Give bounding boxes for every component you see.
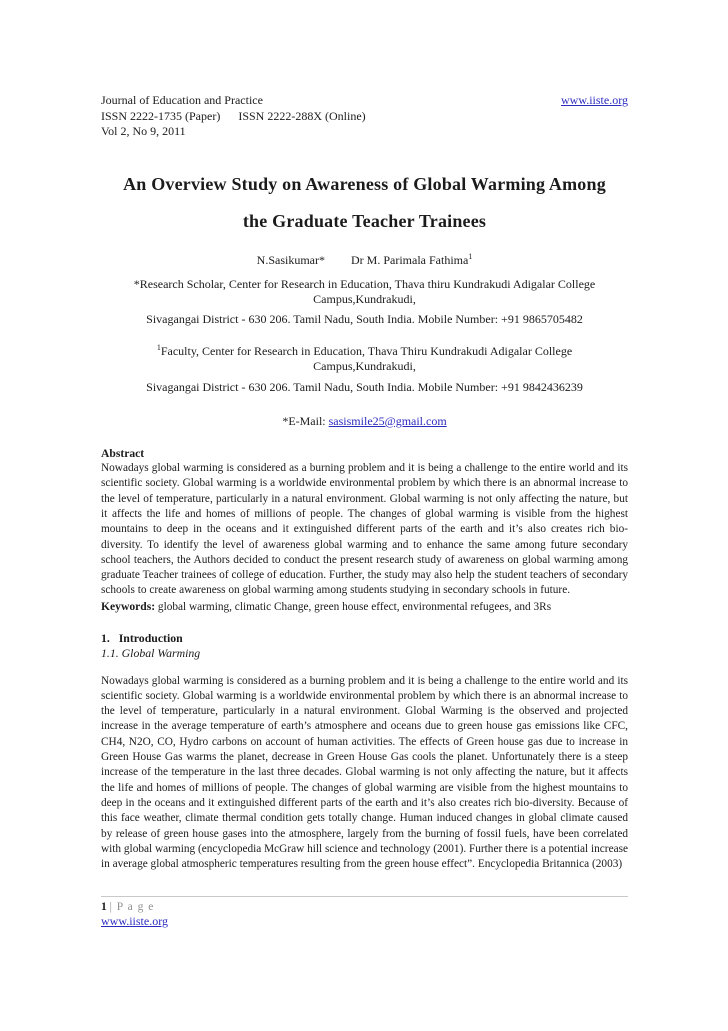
page-label: | P a g e [109,901,155,913]
authors-line [101,253,628,268]
affiliation-1 [101,277,628,328]
page-content [101,0,628,872]
journal-header-left [101,93,366,140]
introduction-paragraph: Nowadays global warming is considered as a burning problem and it is being a challenge to the entire world and its scientific society. Global warming is a worldwide environmental problem by which there is an abnormal increase to the level of temperature, particularly in a natural environment. Global Warming is the observed and projected increase in the average temperature of earth’s atmosphere and oceans due to green house gas emissions like CFC, CH4, N2O, CO, Hydro carbons on account of human activities. The effects of Green house gas due to increase in Green House Gas warms the planet, decrease in Green House Gas cools the planet. Unfortunately there is a steep increase of the temperature in the last three decades. Global warming is not only affecting the nature, but it affects the life and homes of millions of people. The changes of global warming are visible from the highest mountains to deep in the oceans and it extinguished different parts of the earth and it’s also creates rich bio-diversity. Because of this face weather, climate thermal condition gets totally change. Human induced changes in global climate caused by release of green house gases into the atmosphere, largely from the burning of fossil fuels, have been correlated with global warming (encyclopedia McGraw hill science and technology (2001). Further there is a potential increase in average global atmospheric temperatures resulting from the green house effect”. Encyclopedia Britannica (2003) [101,674,629,871]
abstract-heading: Abstract [101,446,145,460]
article-title-line1: An Overview Study on Awareness of Global Warming Among [123,173,606,194]
footer-site-link[interactable]: www.iiste.org [101,914,168,928]
author-2: Dr M. Parimala Fathima [351,252,469,267]
page-footer [101,896,628,929]
affiliation-2-line1: Faculty, Center for Research in Education, Thava Thiru Kundrakudi Adigalar College [160,344,573,359]
email-label: *E-Mail: [282,413,326,428]
affiliation-1-line2: Campus,Kundrakudi, [313,291,416,306]
affiliation-2 [101,344,628,395]
abstract-paragraph: Nowadays global warming is considered as a burning problem and it is being a challenge to the entire world and its scientific society. Global warming is a worldwide environmental problem by which there is an abnormal increase to the level of temperature, particularly in a natural environment. Global warming is not only affecting the nature, but it affects the life and homes of millions of people. The changes of global warming is visible from the highest mountains to deep in the oceans and it extinguished different parts of the earth and it’s also creates rich bio-diversity. To identify the level of awareness global warming and to enhance the same among future secondary school teachers, the Authors decided to conduct the present research study of awareness on global warming among graduate Teacher trainees of college of education. Further, the study may also help the student teachers of secondary schools to create awareness on global warming among students studying in secondary schools in future. [101,462,628,597]
affiliation-2-line1-wrap [101,344,628,359]
issn-line: ISSN 2222-1735 (Paper) ISSN 2222-288X (Online) [101,108,366,123]
journal-name: Journal of Education and Practice [101,93,263,107]
article-title [101,166,628,240]
page-number-line [101,900,628,914]
email-line [101,414,628,429]
email-link[interactable]: sasismile25@gmail.com [328,413,447,428]
affiliation-1-mobile: Sivagangai District - 630 206. Tamil Nadu, South India. Mobile Number: +91 9865705482 [146,311,583,326]
keywords-line [101,599,628,615]
affiliation-2-mobile: Sivagangai District - 630 206. Tamil Nadu, South India. Mobile Number: +91 9842436239 [146,379,583,394]
header-site-link[interactable]: www.iiste.org [561,93,628,107]
journal-header-right [561,93,628,109]
footer-site-line [101,914,628,929]
volume-line: Vol 2, No 9, 2011 [101,124,186,138]
keywords-text: global warming, climatic Change, green house effect, environmental refugees, and 3Rs [155,600,552,613]
affiliation-2-superscript: 1 [156,343,161,353]
affiliation-1-line1: *Research Scholar, Center for Research in Education, Thava thiru Kundrakudi Adigalar College [133,276,596,291]
section-heading-introduction: 1. Introduction [101,630,183,645]
author-1: N.Sasikumar* [256,252,325,267]
keywords-label: Keywords: [101,599,156,613]
page-number: 1 [101,901,107,913]
subsection-heading-global-warming: 1.1. Global Warming [101,646,201,661]
affiliation-2-line2: Campus,Kundrakudi, [313,359,416,374]
journal-header [101,93,628,140]
article-title-line2: the Graduate Teacher Trainees [242,210,487,231]
author-2-superscript: 1 [468,251,473,261]
